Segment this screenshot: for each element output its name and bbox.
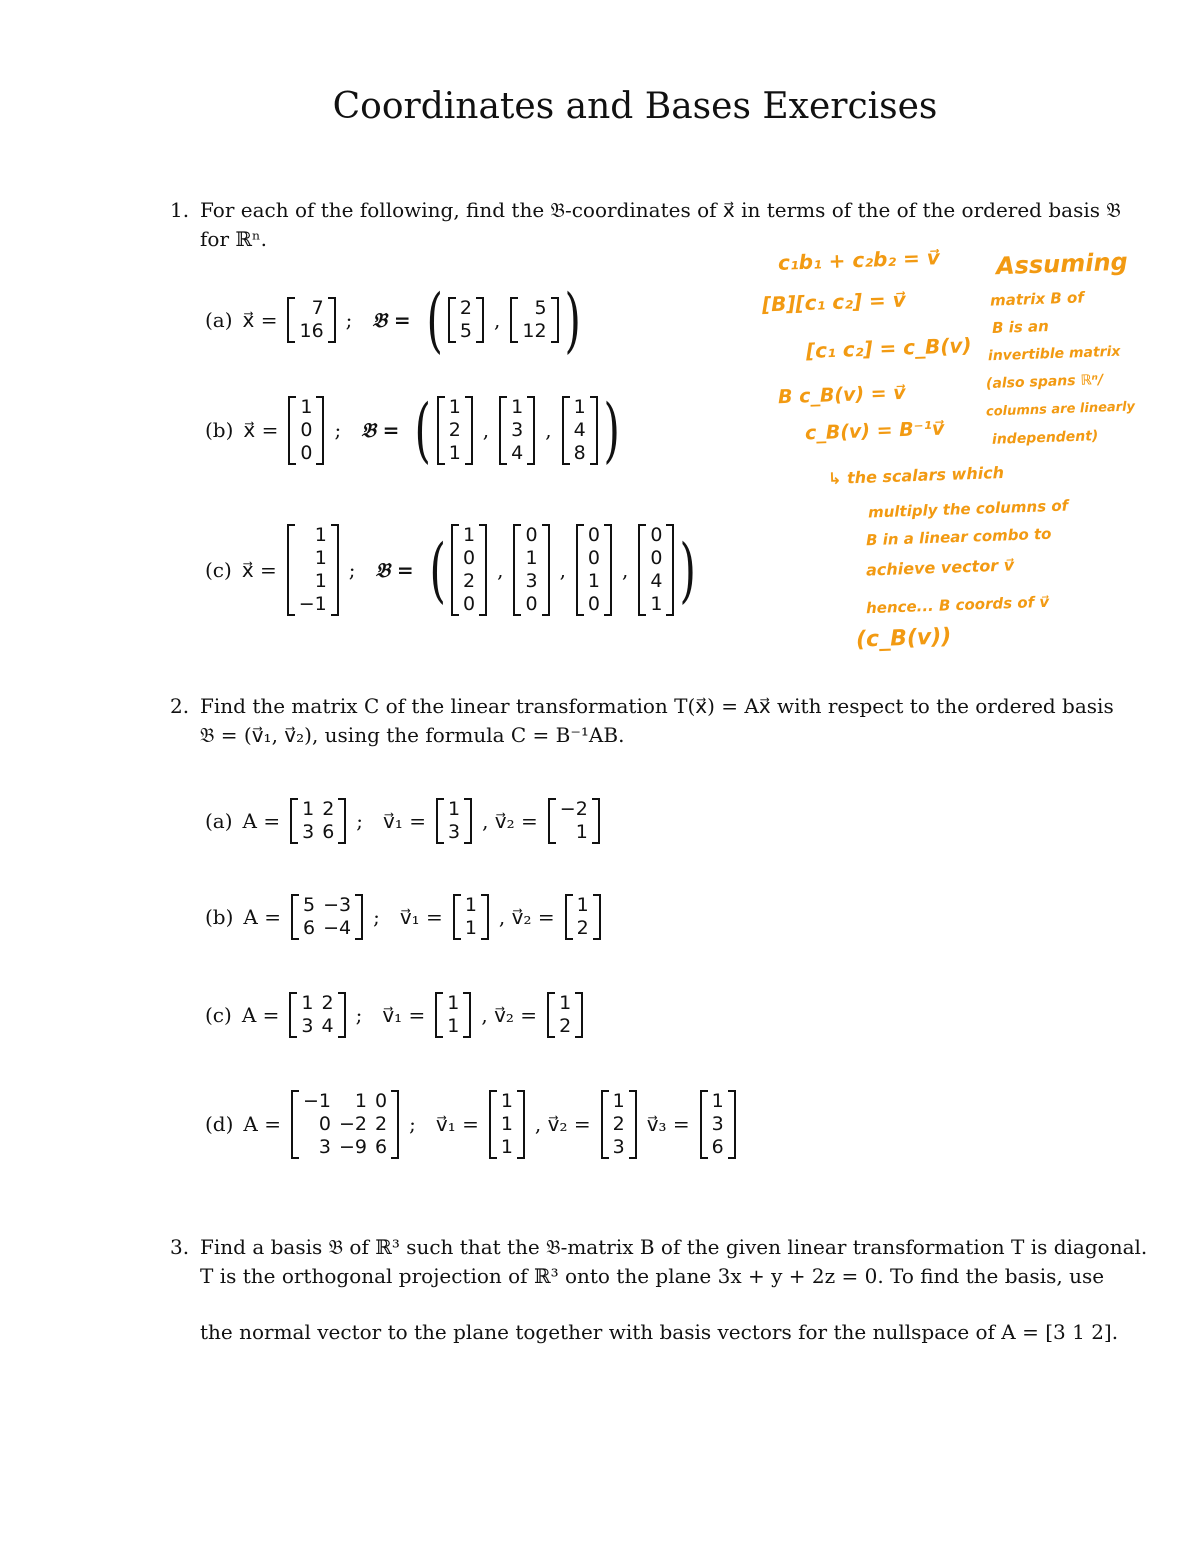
matrix-entry: −2 (339, 1112, 368, 1135)
handwritten-note: hence... B coords of v⃗ (865, 592, 1050, 618)
v2-vector (547, 992, 583, 1038)
matrix-entry: −2 (559, 798, 588, 820)
x-vector (288, 396, 324, 465)
matrix-entry: −1 (302, 1089, 331, 1112)
v2-vector (601, 1090, 637, 1159)
matrix-entry: 1 (300, 395, 313, 418)
matrix-entry: 2 (612, 1112, 625, 1135)
matrix-entry: 5 (459, 320, 472, 342)
matrix-entry: 6 (711, 1135, 724, 1158)
matrix-entry: 3 (448, 821, 461, 843)
matrix-entry: 1 (464, 917, 477, 939)
matrix-entry: 2 (463, 570, 476, 592)
v1-vector (436, 798, 472, 844)
matrix-A (291, 1090, 399, 1159)
basis-vector-2 (510, 297, 558, 343)
problem-1-text-line1: For each of the following, find the 𝔅-coordinates of x⃗ in terms of the of the ordered basis 𝔅 (200, 198, 1121, 222)
matrix-A (290, 798, 346, 844)
matrix-entry: 1 (302, 798, 315, 820)
matrix-entry: 1 (525, 547, 538, 569)
matrix-entry: 0 (650, 524, 663, 546)
v3-vector (700, 1090, 736, 1159)
v2-vector (548, 798, 600, 844)
problem-3-number: 3. (170, 1235, 190, 1259)
part-label: (b) (205, 905, 234, 929)
part-label: (d) (205, 1112, 234, 1136)
matrix-entry: 0 (300, 441, 313, 464)
matrix-entry: 3 (511, 418, 524, 441)
matrix-entry: 5 (302, 894, 316, 916)
handwritten-note: (c_B(v)) (855, 624, 952, 653)
part-label: (b) (205, 418, 234, 442)
matrix-entry: 0 (318, 1112, 331, 1135)
matrix-entry: 1 (448, 441, 461, 464)
matrix-entry: 12 (522, 320, 547, 342)
problem-3-text-line3: the normal vector to the plane together with basis vectors for the nullspace of A = [3 1 2]. (200, 1320, 1119, 1344)
matrix-entry: −4 (323, 917, 352, 939)
matrix-entry: 1 (448, 395, 461, 418)
problem-1a: (a) x⃗ = 7 16 ; 𝔅 = ( 2 5 , 5 12 ) (205, 279, 581, 361)
matrix-entry: 1 (500, 1135, 513, 1158)
handwritten-note: c_B(v) = B⁻¹v⃗ (804, 417, 945, 445)
matrix-entry: 4 (321, 1015, 334, 1037)
matrix-entry: 1 (559, 992, 572, 1014)
matrix-entry: 3 (318, 1135, 331, 1158)
matrix-entry: 1 (576, 894, 589, 916)
v1-vector (435, 992, 471, 1038)
matrix-entry: 1 (650, 593, 663, 615)
matrix-entry: 1 (464, 894, 477, 916)
x-vector (287, 524, 339, 616)
part-label: (c) (205, 558, 232, 582)
matrix-entry: 0 (375, 1089, 388, 1112)
matrix-entry: 3 (301, 1015, 314, 1037)
matrix-entry: 2 (559, 1015, 572, 1037)
matrix-entry: 1 (314, 570, 327, 592)
matrix-entry: 4 (650, 570, 663, 592)
matrix-entry: 3 (612, 1135, 625, 1158)
handwritten-note: [c₁ c₂] = c_B(v) (805, 333, 972, 363)
basis-vector-1 (437, 396, 473, 465)
matrix-entry: 2 (375, 1112, 388, 1135)
problem-1-text-line2: for ℝⁿ. (200, 227, 267, 251)
matrix-entry: 1 (587, 570, 601, 592)
problem-2d: (d) A = −1 1 0 0 −2 2 3 −9 6 ; v⃗₁ = 1 1 1 , v⃗₂ = 1 2 3 v⃗₃ = 1 3 6 (205, 1049, 736, 1199)
matrix-entry: 6 (302, 917, 316, 939)
basis-vector-2 (513, 524, 549, 616)
matrix-entry: 1 (612, 1089, 625, 1112)
matrix-entry: 2 (459, 297, 472, 319)
matrix-entry: 0 (587, 524, 601, 546)
v1-vector (453, 894, 489, 940)
matrix-entry: 1 (354, 1089, 368, 1112)
basis-vector-1 (451, 524, 487, 616)
matrix-entry: 7 (311, 297, 324, 319)
matrix-entry: 1 (448, 798, 461, 820)
matrix-entry: 16 (299, 320, 324, 342)
basis-vector-2 (499, 396, 535, 465)
matrix-entry: 1 (711, 1089, 724, 1112)
matrix-entry: 0 (463, 593, 476, 615)
x-vector (287, 297, 335, 343)
matrix-entry: 1 (447, 1015, 460, 1037)
problem-2-text-line1: Find the matrix C of the linear transformation T(x⃗) = Ax⃗ with respect to the ordered basis (200, 694, 1114, 718)
matrix-entry: 1 (511, 395, 524, 418)
problem-3-text-line2: T is the orthogonal projection of ℝ³ onto the plane 3x + y + 2z = 0. To find the basis, use (200, 1264, 1105, 1288)
handwritten-note: invertible matrix (987, 343, 1121, 365)
matrix-entry: 0 (463, 547, 476, 569)
problem-1-number: 1. (170, 198, 190, 222)
matrix-entry: 8 (573, 441, 586, 464)
part-label: (c) (205, 1003, 232, 1027)
matrix-entry: −1 (298, 593, 327, 615)
handwritten-note: [B][c₁ c₂] = v⃗ (761, 287, 907, 317)
basis-vector-3 (562, 396, 598, 465)
matrix-entry: 4 (573, 418, 586, 441)
handwritten-note: B in a linear combo to (865, 524, 1052, 550)
problem-2-number: 2. (170, 694, 190, 718)
v2-vector (565, 894, 601, 940)
matrix-entry: 1 (500, 1112, 513, 1135)
matrix-entry: 5 (534, 297, 547, 319)
matrix-entry: 1 (575, 821, 588, 843)
matrix-entry: 2 (322, 798, 335, 820)
matrix-entry: 2 (448, 418, 461, 441)
problem-2a: (a) A = 1 2 3 6 ; v⃗₁ = 1 3 , v⃗₂ = −2 1 (205, 746, 600, 896)
problem-1b: (b) x⃗ = 1 0 0 ; 𝔅 = ( 1 2 1 , 1 3 4 , 1 4 8 ) (205, 389, 620, 471)
matrix-entry: 1 (573, 395, 586, 418)
part-label: (a) (205, 809, 233, 833)
matrix-A (289, 992, 345, 1038)
matrix-entry: 1 (500, 1089, 513, 1112)
matrix-entry: −3 (323, 894, 352, 916)
matrix-entry: 0 (525, 524, 538, 546)
handwritten-note: Assuming (995, 247, 1129, 281)
matrix-entry: 3 (302, 821, 315, 843)
handwritten-note: B c_B(v) = v⃗ (777, 381, 906, 409)
matrix-entry: 2 (576, 917, 589, 939)
handwritten-note: achieve vector v⃗ (865, 555, 1015, 580)
matrix-entry: 1 (314, 524, 327, 546)
matrix-entry: 1 (314, 547, 327, 569)
part-label: (a) (205, 308, 233, 332)
problem-2-text-line2: 𝔅 = (v⃗₁, v⃗₂), using the formula C = B⁻¹AB. (200, 723, 625, 747)
page-title: Coordinates and Bases Exercises (332, 86, 938, 127)
handwritten-note: c₁b₁ + c₂b₂ = v⃗ (777, 245, 941, 275)
matrix-entry: 6 (375, 1135, 388, 1158)
basis-vector-3 (576, 524, 612, 616)
matrix-entry: 4 (511, 441, 524, 464)
matrix-entry: 1 (447, 992, 460, 1014)
matrix-entry: 1 (301, 992, 314, 1014)
matrix-entry: 0 (587, 547, 601, 569)
basis-vector-1 (448, 297, 484, 343)
matrix-entry: −9 (339, 1135, 368, 1158)
handwritten-note: multiply the columns of (867, 496, 1069, 522)
matrix-A (291, 894, 363, 940)
v1-vector (489, 1090, 525, 1159)
matrix-entry: 3 (525, 570, 538, 592)
matrix-entry: 0 (300, 418, 313, 441)
basis-vector-4 (638, 524, 674, 616)
matrix-entry: 0 (650, 547, 663, 569)
handwritten-note: (also spans ℝⁿ/ (985, 371, 1104, 393)
problem-2b: (b) A = 5 −3 6 −4 ; v⃗₁ = 1 1 , v⃗₂ = 1 2 (205, 842, 601, 992)
problem-1c: (c) x⃗ = 1 1 1 −1 ; 𝔅 = ( 1 0 2 0 , 0 1 3 0 , 0 0 1 0 , 0 0 4 1 ) (205, 524, 697, 615)
matrix-entry: 2 (321, 992, 334, 1014)
handwritten-note: B is an (991, 317, 1050, 337)
handwritten-note: matrix B of (989, 288, 1085, 310)
handwritten-note: independent) (991, 428, 1099, 448)
handwritten-note: columns are linearly (985, 399, 1136, 420)
matrix-entry: 0 (587, 593, 601, 615)
problem-3-text-line1: Find a basis 𝔅 of ℝ³ such that the 𝔅-matrix B of the given linear transformation T is diagonal. (200, 1235, 1148, 1259)
handwritten-note: ↳ the scalars which (827, 462, 1005, 489)
matrix-entry: 1 (463, 524, 476, 546)
problem-2c: (c) A = 1 2 3 4 ; v⃗₁ = 1 1 , v⃗₂ = 1 2 (205, 940, 583, 1090)
matrix-entry: 0 (525, 593, 538, 615)
matrix-entry: 6 (322, 821, 335, 843)
matrix-entry: 3 (711, 1112, 724, 1135)
